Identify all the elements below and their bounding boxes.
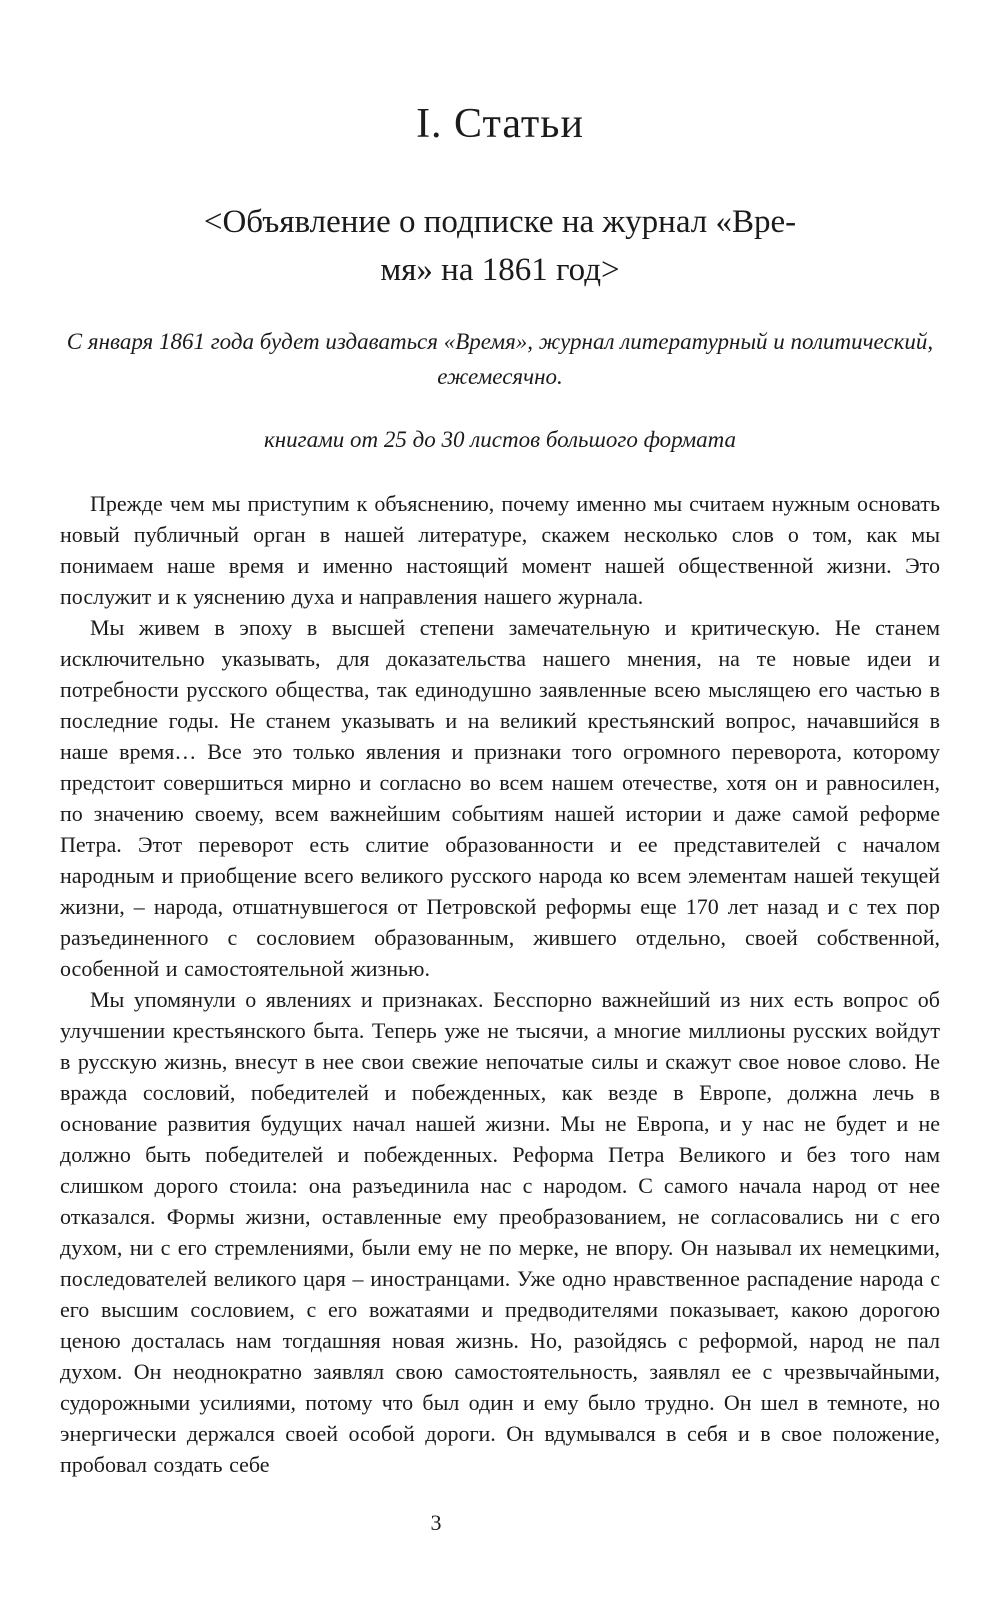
format-note: книгами от 25 до 30 листов большого формата bbox=[263, 427, 737, 453]
article-body bbox=[60, 488, 940, 1480]
article-heading bbox=[60, 198, 940, 294]
section-title: I. Статьи bbox=[416, 101, 584, 147]
article-heading-line-2: мя» на 1861 год> bbox=[380, 252, 620, 289]
paragraph-1: Прежде чем мы приступим к объяснению, почему именно мы считаем нужным основать новый публичный орган в нашей литературе, скажем несколько слов о том, как мы понимаем наше время и именно настоящий момент нашей общественной жизни. Это послужит и к уяснению духа и направления нашего журнала. bbox=[60, 491, 940, 610]
journal-subtitle: С января 1861 года будет издаваться «Время», журнал литературный и политический, ежемесячно. bbox=[66, 329, 934, 390]
paragraph-3: Мы упомянули о явлениях и признаках. Бесспорно важнейший из них есть вопрос об улучшении крестьянского быта. Теперь уже не тысячи, а многие миллионы русских войдут в русскую жизнь, внесут в нее свои свежие непочатые силы и скажут свое новое слово. Не вражда сословий, победителей и побежденных, как везде в Европе, должна лечь в основание развития будущих начал нашей жизни. Мы не Европа, и у нас не будет и не должно быть победителей и побежденных. Реформа Петра Великого и без того нам слишком дорого стоила: она разъединила нас с народом. С самого начала народ от нее отказался. Формы жизни, оставленные ему преобразованием, не согласовались ни с его духом, ни с его стремлениями, были ему не по мерке, не впору. Он называл их немецкими, последователей великого царя – иностранцами. Уже одно нравственное распадение народа с его высшим сословием, с его вожатаями и предводителями показывает, какою дорогою ценою досталась нам тогдашняя новая жизнь. Но, разойдясь с реформой, народ не пал духом. Он неоднократно заявлял свою самостоятельность, заявлял ее с чрезвычайными, судорожными усилиями, потому что был один и ему было трудно. Он шел в темноте, но энергически держался своей особой дороги. Он вдумывался в себя и в свое положение, пробовал создать себе bbox=[60, 987, 940, 1478]
paragraph-2: Мы живем в эпоху в высшей степени замечательную и критическую. Не станем исключительно указывать, для доказательства нашего мнения, на те новые идеи и потребности русского общества, так единодушно заявленные всею мыслящею его частью в последние годы. Не станем указывать и на великий крестьянский вопрос, начавшийся в наше время… Все это только явления и признаки того огромного переворота, которому предстоит совершиться мирно и согласно во всем нашем отечестве, хотя он и равносилен, по значению своему, всем важнейшим событиям нашей истории и даже самой реформе Петра. Этот переворот есть слитие образованности и ее представителей с началом народным и приобщение всего великого русского народа ко всем элементам нашей текущей жизни, – народа, отшатнувшегося от Петровской реформы еще 170 лет назад и с тех пор разъединенного с сословием образованным, жившего отдельно, своей собственной, особенной и самостоятельной жизнью. bbox=[60, 615, 940, 982]
page-number: 3 bbox=[430, 1510, 442, 1535]
article-heading-line-1: <Объявление о подписке на журнал «Вре- bbox=[203, 204, 797, 241]
